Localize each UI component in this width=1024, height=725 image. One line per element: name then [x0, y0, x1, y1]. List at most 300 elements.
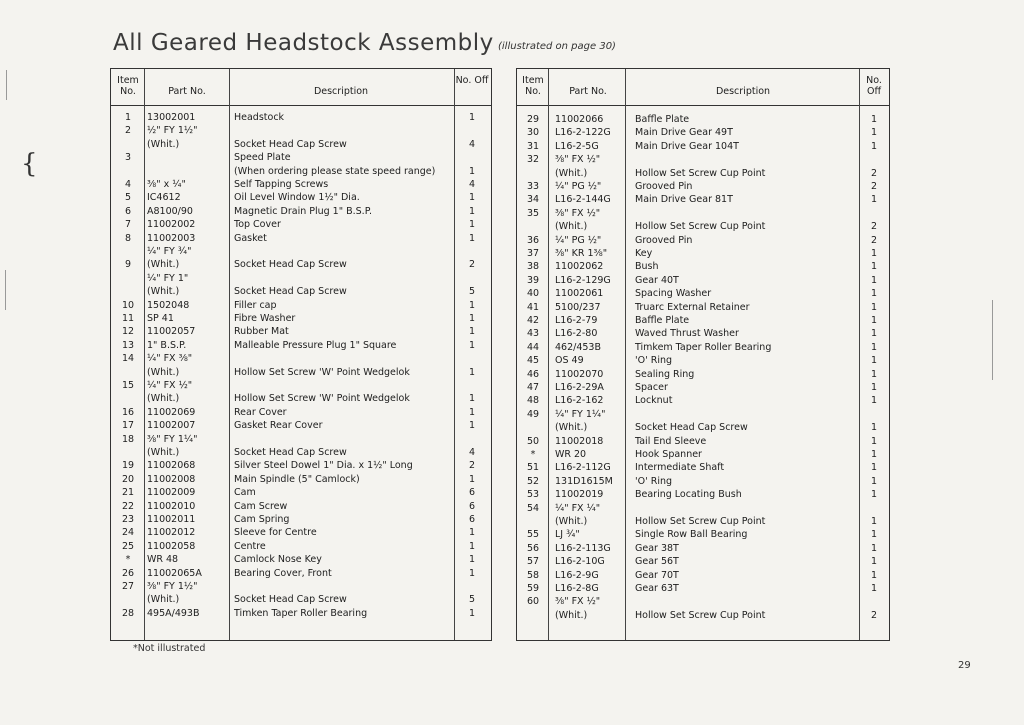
cell-part-no: (Whit.)	[555, 609, 588, 621]
cell-no-off: 6	[468, 514, 476, 525]
cell-item-no: 48	[526, 395, 540, 407]
cell-item-no: 37	[526, 248, 540, 259]
cell-item-no: 40	[526, 288, 540, 300]
cell-item-no: 19	[121, 460, 135, 472]
cell-part-no: WR 20	[555, 449, 587, 460]
table-row	[111, 165, 491, 178]
table-row	[111, 473, 491, 486]
table-row	[111, 258, 491, 271]
cell-description: Single Row Ball Bearing	[635, 529, 748, 541]
cell-no-off: 1	[468, 393, 476, 405]
cell-part-no: 11002018	[555, 435, 604, 447]
table-row	[111, 580, 491, 593]
table-row	[111, 339, 491, 352]
table-row	[111, 232, 491, 245]
cell-no-off: 1	[468, 527, 476, 539]
cell-item-no: 57	[526, 556, 540, 568]
cell-no-off: 1	[870, 315, 878, 326]
cell-part-no: ¼" FX ¼"	[555, 502, 601, 514]
footnote: *Not illustrated	[133, 643, 206, 654]
cell-item-no: 49	[526, 408, 540, 420]
cell-description: Waved Thrust Washer	[635, 328, 739, 340]
table-row	[517, 595, 889, 608]
table-row	[111, 446, 491, 459]
cell-part-no: LJ ¾"	[555, 529, 580, 541]
cell-no-off: 1	[468, 326, 476, 338]
cell-no-off: 1	[870, 542, 878, 554]
cell-item-no: 10	[121, 299, 135, 311]
cell-part-no: IC4612	[147, 192, 181, 204]
cell-part-no: (Whit.)	[147, 138, 180, 150]
table-row	[517, 461, 889, 474]
table-row	[517, 274, 889, 287]
table-row	[111, 191, 491, 204]
cell-description: Socket Head Cap Screw	[234, 447, 347, 458]
cell-item-no: 52	[526, 475, 540, 487]
table-row	[517, 341, 889, 354]
table-row	[517, 301, 889, 314]
header-item-no: Item No.	[117, 75, 139, 97]
table-row	[111, 272, 491, 285]
header-no-off: No. Off	[866, 75, 882, 97]
cell-no-off: 1	[870, 475, 878, 487]
table-row	[111, 567, 491, 580]
cell-item-no: 13	[121, 339, 135, 351]
cell-item-no: 6	[124, 205, 132, 217]
cell-part-no: 11002009	[147, 487, 196, 499]
cell-description: Malleable Pressure Plug 1" Square	[234, 339, 397, 351]
table-row	[111, 593, 491, 606]
cell-item-no: 43	[526, 328, 540, 340]
cell-item-no: 29	[526, 114, 540, 125]
cell-part-no: (Whit.)	[147, 393, 180, 405]
cell-part-no: (Whit.)	[147, 286, 180, 298]
page-title: All Geared Headstock Assembly	[113, 30, 494, 56]
cell-no-off: 1	[870, 341, 878, 353]
cell-part-no: (Whit.)	[555, 516, 588, 527]
cell-description: Sleeve for Centre	[234, 527, 317, 539]
table-row	[111, 325, 491, 338]
page-subtitle: (illustrated on page 30)	[498, 41, 616, 52]
cell-item-no: 47	[526, 382, 540, 393]
header-description: Description	[313, 86, 369, 97]
cell-description: Hollow Set Screw 'W' Point Wedgelok	[234, 393, 410, 405]
cell-item-no: 17	[121, 420, 135, 432]
table-header	[111, 69, 491, 106]
table-row	[517, 193, 889, 206]
cell-no-off: 6	[468, 487, 476, 499]
cell-part-no: L16-2-79	[555, 315, 598, 326]
cell-no-off: 1	[468, 232, 476, 244]
cell-no-off: 1	[870, 382, 878, 393]
cell-no-off: 1	[870, 368, 878, 380]
table-row	[517, 126, 889, 139]
table-row	[111, 205, 491, 218]
cell-item-no: 58	[526, 569, 540, 581]
cell-description: Locknut	[635, 395, 673, 407]
cell-no-off: 1	[870, 114, 878, 125]
cell-no-off: 1	[870, 529, 878, 541]
cell-description: Cam Screw	[234, 500, 288, 512]
cell-item-no: *	[125, 554, 131, 566]
cell-item-no: 20	[121, 473, 135, 485]
cell-part-no: ¼" FX ⅜"	[147, 353, 193, 365]
cell-part-no: OS 49	[555, 355, 584, 367]
table-row	[111, 419, 491, 432]
cell-no-off: 5	[468, 594, 476, 606]
table-row	[517, 448, 889, 461]
table-row	[517, 354, 889, 367]
cell-description: Spacer	[635, 382, 668, 393]
table-row	[517, 167, 889, 180]
cell-item-no: 9	[124, 259, 132, 271]
table-row	[517, 113, 889, 126]
cell-no-off: 1	[468, 299, 476, 311]
cell-no-off: 1	[468, 219, 476, 231]
cell-part-no: ⅜" FX ½"	[555, 207, 601, 219]
cell-part-no: 11002068	[147, 460, 196, 472]
cell-description: Gasket Rear Cover	[234, 420, 323, 432]
table-row	[517, 368, 889, 381]
cell-item-no: 34	[526, 194, 540, 206]
cell-part-no: ¼" FY 1"	[147, 272, 189, 284]
cell-part-no: ⅜" KR 1⅜"	[555, 248, 608, 259]
cell-no-off: 2	[870, 167, 878, 179]
table-row	[111, 379, 491, 392]
cell-item-no: 46	[526, 368, 540, 380]
cell-description: Hook Spanner	[635, 449, 702, 460]
table-row	[111, 299, 491, 312]
cell-item-no: 14	[121, 353, 135, 365]
header-part-no: Part No.	[168, 86, 206, 97]
cell-part-no: 11002019	[555, 489, 604, 501]
cell-description: Gear 40T	[635, 274, 679, 286]
table-row	[111, 178, 491, 191]
cell-no-off: 1	[870, 328, 878, 340]
cell-part-no: (Whit.)	[555, 221, 588, 233]
cell-no-off: 1	[870, 435, 878, 447]
scan-mark	[992, 300, 993, 380]
cell-part-no: ⅜" x ¼"	[147, 179, 186, 190]
table-row	[517, 287, 889, 300]
cell-no-off: 5	[468, 286, 476, 298]
cell-description: Baffle Plate	[635, 315, 690, 326]
cell-description: Silver Steel Dowel 1" Dia. x 1½" Long	[234, 460, 413, 472]
cell-no-off: 4	[468, 138, 476, 150]
cell-part-no: L16-2-8G	[555, 583, 599, 594]
cell-description: Socket Head Cap Screw	[234, 138, 347, 150]
table-row	[111, 366, 491, 379]
table-row	[111, 459, 491, 472]
cell-item-no: 30	[526, 127, 540, 139]
table-row	[517, 260, 889, 273]
cell-item-no: 39	[526, 274, 540, 286]
cell-part-no: L16-2-10G	[555, 556, 605, 568]
cell-description: Hollow Set Screw 'W' Point Wedgelok	[234, 366, 410, 378]
scan-mark	[5, 270, 6, 310]
table-row	[517, 421, 889, 434]
cell-item-no: 59	[526, 583, 540, 594]
table-row	[111, 124, 491, 137]
header-part-no: Part No.	[569, 86, 607, 97]
cell-no-off: 2	[870, 234, 878, 246]
cell-no-off: 1	[870, 274, 878, 286]
cell-description: Main Drive Gear 104T	[635, 140, 739, 152]
cell-no-off: 1	[870, 462, 878, 474]
cell-part-no: L16-2-129G	[555, 274, 611, 286]
cell-description: Top Cover	[234, 219, 281, 231]
cell-item-no: 8	[124, 232, 132, 244]
cell-part-no: 11002062	[555, 261, 604, 273]
cell-item-no: 54	[526, 502, 540, 514]
cell-description: Cam Spring	[234, 514, 290, 525]
cell-no-off: 1	[870, 449, 878, 460]
table-row	[111, 526, 491, 539]
cell-no-off: 1	[468, 366, 476, 378]
cell-part-no: 13002001	[147, 112, 196, 123]
table-row	[517, 140, 889, 153]
cell-part-no: 11002065A	[147, 567, 202, 579]
cell-description: Headstock	[234, 112, 285, 123]
cell-description: Socket Head Cap Screw	[635, 422, 748, 434]
cell-description: Oil Level Window 1½" Dia.	[234, 192, 360, 204]
cell-part-no: 11002007	[147, 420, 196, 432]
table-row	[517, 475, 889, 488]
cell-no-off: 1	[468, 192, 476, 204]
cell-no-off: 1	[870, 248, 878, 259]
table-row	[517, 555, 889, 568]
cell-part-no: 11002012	[147, 527, 196, 539]
cell-part-no: L16-2-113G	[555, 542, 611, 554]
cell-item-no: 45	[526, 355, 540, 367]
cell-description: Gasket	[234, 232, 267, 244]
cell-part-no: 495A/493B	[147, 607, 200, 619]
cell-part-no: 1502048	[147, 299, 190, 311]
table-row	[517, 180, 889, 193]
table-row	[111, 433, 491, 446]
cell-description: Camlock Nose Key	[234, 554, 322, 566]
cell-item-no: 11	[121, 313, 135, 324]
cell-description: Filler cap	[234, 299, 277, 311]
cell-description: Rubber Mat	[234, 326, 289, 338]
cell-no-off: 1	[468, 165, 476, 177]
cell-item-no: 7	[124, 219, 132, 231]
cell-part-no: 11002057	[147, 326, 196, 338]
cell-item-no: *	[530, 449, 536, 460]
table-row	[111, 218, 491, 231]
table-row	[517, 609, 889, 622]
cell-item-no: 23	[121, 514, 135, 525]
cell-part-no: ¼" FX ½"	[147, 380, 193, 391]
cell-part-no: 11002002	[147, 219, 196, 231]
cell-description: Socket Head Cap Screw	[234, 286, 347, 298]
table-row	[517, 394, 889, 407]
table-row	[111, 138, 491, 151]
table-row	[111, 540, 491, 553]
table-row	[111, 151, 491, 164]
table-row	[517, 314, 889, 327]
cell-no-off: 1	[468, 112, 476, 123]
table-row	[111, 513, 491, 526]
header-item-no: Item No.	[522, 75, 544, 97]
table-row	[517, 220, 889, 233]
cell-no-off: 1	[870, 194, 878, 206]
cell-part-no: 11002058	[147, 540, 196, 552]
cell-no-off: 1	[870, 288, 878, 300]
cell-item-no: 25	[121, 540, 135, 552]
table-row	[111, 245, 491, 258]
scan-mark	[6, 70, 7, 100]
cell-item-no: 41	[526, 301, 540, 313]
cell-description: Gear 56T	[635, 556, 679, 568]
cell-item-no: 24	[121, 527, 135, 539]
table-row	[517, 515, 889, 528]
cell-part-no: ⅜" FX ½"	[555, 596, 601, 608]
cell-part-no: L16-2-80	[555, 328, 598, 340]
cell-part-no: L16-2-9G	[555, 569, 599, 581]
bracket-item-9: {	[21, 149, 38, 179]
table-row	[111, 500, 491, 513]
cell-description: 'O' Ring	[635, 355, 673, 367]
cell-item-no: 32	[526, 154, 540, 166]
cell-part-no: 131D1615M	[555, 475, 613, 487]
table-row	[517, 381, 889, 394]
table-row	[517, 569, 889, 582]
cell-part-no: (Whit.)	[555, 422, 588, 434]
cell-description: Key	[635, 248, 653, 259]
cell-no-off: 2	[870, 221, 878, 233]
cell-no-off: 1	[468, 313, 476, 324]
cell-description: Bearing Locating Bush	[635, 489, 742, 501]
cell-description: Self Tapping Screws	[234, 179, 329, 190]
cell-description: Main Drive Gear 49T	[635, 127, 733, 139]
cell-no-off: 1	[468, 420, 476, 432]
cell-item-no: 16	[121, 406, 135, 418]
cell-part-no: 462/453B	[555, 341, 601, 353]
cell-part-no: 11002003	[147, 232, 196, 244]
cell-description: Baffle Plate	[635, 114, 690, 125]
cell-description: Hollow Set Screw Cup Point	[635, 609, 766, 621]
table-row	[517, 247, 889, 260]
cell-no-off: 6	[468, 500, 476, 512]
table-row	[517, 542, 889, 555]
cell-part-no: 11002011	[147, 514, 196, 525]
cell-description: Speed Plate	[234, 152, 291, 164]
cell-description: Hollow Set Screw Cup Point	[635, 167, 766, 179]
cell-part-no: ⅜" FY 1¼"	[147, 433, 198, 445]
cell-item-no: 31	[526, 140, 540, 152]
cell-part-no: 11002066	[555, 114, 604, 125]
cell-part-no: (Whit.)	[555, 167, 588, 179]
cell-part-no: 5100/237	[555, 301, 601, 313]
table-row	[517, 488, 889, 501]
table-row	[517, 502, 889, 515]
cell-description: Magnetic Drain Plug 1" B.S.P.	[234, 205, 372, 217]
table-row	[111, 312, 491, 325]
cell-part-no: L16-2-122G	[555, 127, 611, 139]
cell-part-no: (Whit.)	[147, 447, 180, 458]
cell-part-no: 11002070	[555, 368, 604, 380]
table-row	[111, 352, 491, 365]
table-row	[517, 153, 889, 166]
cell-no-off: 1	[870, 395, 878, 407]
cell-item-no: 1	[124, 112, 132, 123]
cell-no-off: 1	[468, 567, 476, 579]
cell-part-no: L16-2-162	[555, 395, 604, 407]
cell-item-no: 26	[121, 567, 135, 579]
cell-no-off: 1	[870, 261, 878, 273]
cell-description: Grooved Pin	[635, 234, 693, 246]
table-row	[517, 207, 889, 220]
cell-part-no: ¼" FY 1¼"	[555, 408, 606, 420]
cell-part-no: SP 41	[147, 313, 174, 324]
cell-part-no: ⅜" FY 1½"	[147, 581, 198, 592]
table-row	[111, 553, 491, 566]
cell-item-no: 18	[121, 433, 135, 445]
cell-description: Intermediate Shaft	[635, 462, 725, 474]
cell-description: Socket Head Cap Screw	[234, 259, 347, 271]
cell-part-no: L16-2-112G	[555, 462, 611, 474]
table-row	[517, 528, 889, 541]
cell-no-off: 2	[870, 609, 878, 621]
cell-no-off: 1	[468, 339, 476, 351]
cell-description: Hollow Set Screw Cup Point	[635, 516, 766, 527]
cell-part-no: WR 48	[147, 554, 179, 566]
cell-item-no: 36	[526, 234, 540, 246]
cell-item-no: 22	[121, 500, 135, 512]
table-row	[111, 392, 491, 405]
cell-no-off: 1	[468, 540, 476, 552]
cell-part-no: ¼" PG ½"	[555, 234, 602, 246]
cell-no-off: 1	[870, 569, 878, 581]
cell-part-no: L16-2-5G	[555, 140, 599, 152]
cell-description: Sealing Ring	[635, 368, 695, 380]
cell-no-off: 1	[870, 489, 878, 501]
cell-no-off: 1	[870, 140, 878, 152]
cell-item-no: 33	[526, 181, 540, 192]
cell-part-no: ½" FY 1½"	[147, 125, 198, 137]
cell-no-off: 1	[468, 205, 476, 217]
cell-part-no: 1" B.S.P.	[147, 339, 187, 351]
cell-description: Main Drive Gear 81T	[635, 194, 733, 206]
cell-no-off: 1	[468, 473, 476, 485]
cell-item-no: 60	[526, 596, 540, 608]
cell-description: (When ordering please state speed range)	[234, 165, 436, 177]
cell-item-no: 38	[526, 261, 540, 273]
table-row	[517, 408, 889, 421]
cell-description: Tail End Sleeve	[635, 435, 707, 447]
cell-part-no: ¼" FY ¾"	[147, 246, 192, 257]
cell-description: Main Spindle (5" Camlock)	[234, 473, 360, 485]
cell-description: Bush	[635, 261, 659, 273]
cell-no-off: 1	[468, 607, 476, 619]
cell-description: Cam	[234, 487, 256, 499]
cell-item-no: 51	[526, 462, 540, 474]
cell-no-off: 2	[870, 181, 878, 192]
page-number: 29	[958, 660, 971, 671]
cell-item-no: 12	[121, 326, 135, 338]
table-row	[517, 327, 889, 340]
cell-no-off: 1	[870, 516, 878, 527]
cell-no-off: 4	[468, 447, 476, 458]
cell-part-no: (Whit.)	[147, 366, 180, 378]
table-row	[111, 111, 491, 124]
cell-item-no: 35	[526, 207, 540, 219]
cell-description: Bearing Cover, Front	[234, 567, 332, 579]
cell-part-no: (Whit.)	[147, 594, 180, 606]
table-row	[111, 486, 491, 499]
cell-no-off: 1	[870, 127, 878, 139]
